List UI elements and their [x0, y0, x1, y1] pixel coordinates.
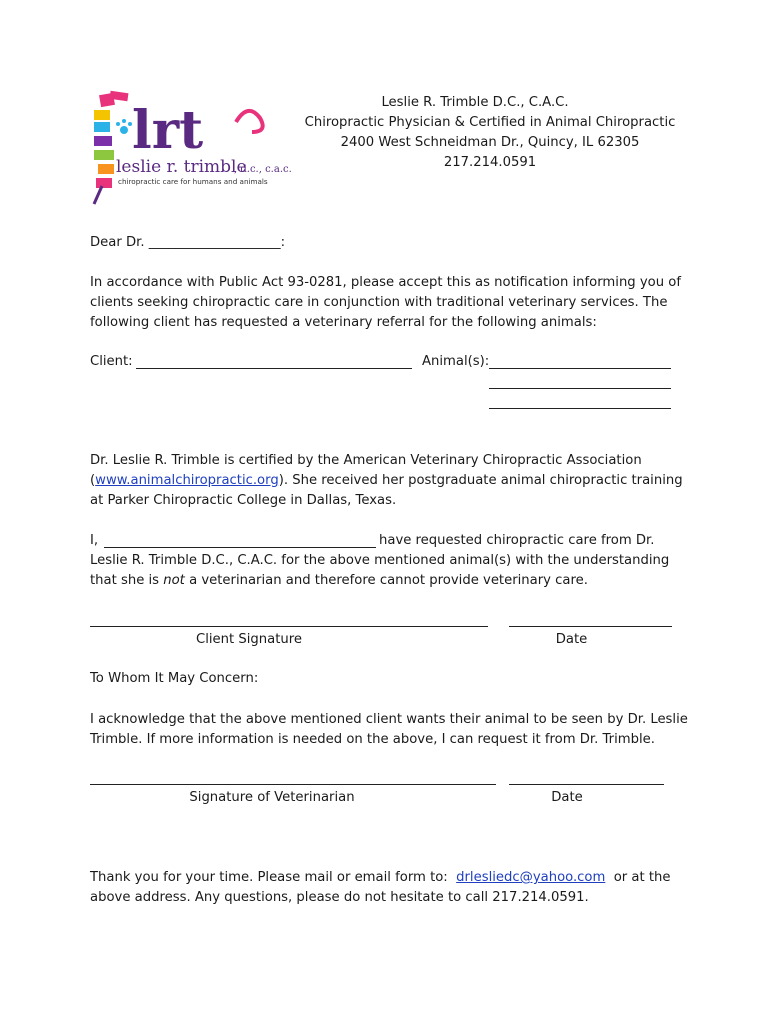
- closing-line-1: Thank you for your time. Please mail or email form to: drlesliedc@yahoo.com or at the: [90, 870, 671, 885]
- avca-link[interactable]: www.animalchiropractic.org: [95, 473, 279, 488]
- client-date-label: Date: [555, 632, 588, 647]
- letterhead-address: 2400 West Schneidman Dr., Quincy, IL 62305: [340, 135, 640, 150]
- vet-date-label: Date: [551, 790, 583, 805]
- logo-name: leslie r. trimble: [116, 157, 247, 177]
- client-signature-label: Client Signature: [196, 632, 302, 647]
- consent-line-3: that she is not a veterinarian and therefore cannot provide veterinary care.: [90, 573, 588, 588]
- email-link[interactable]: drlesliedc@yahoo.com: [456, 870, 606, 885]
- cert-line-1: Dr. Leslie R. Trimble is certified by the American Veterinary Chiropractic Association: [90, 453, 642, 468]
- consent-i: I,: [90, 533, 99, 548]
- intro-line-3: following client has requested a veterinary referral for the following animals:: [90, 315, 597, 330]
- client-name-line[interactable]: [136, 368, 412, 369]
- ack-line-2: Trimble. If more information is needed on the above, I can request it from Dr. Trimble.: [90, 732, 655, 747]
- letterhead-title: Chiropractic Physician & Certified in Animal Chiropractic: [304, 115, 676, 130]
- consent-line-1-end: have requested chiropractic care from Dr.: [379, 533, 655, 548]
- intro-line-2: clients seeking chiropractic care in conjunction with traditional veterinary services. The: [90, 295, 668, 310]
- animal-line-1[interactable]: [489, 368, 671, 369]
- intro-line-1: In accordance with Public Act 93-0281, please accept this as notification informing you of: [90, 275, 681, 290]
- animal-line-3[interactable]: [489, 408, 671, 409]
- to-whom-heading: To Whom It May Concern:: [90, 671, 259, 686]
- client-label: Client:: [90, 354, 133, 369]
- letterhead-phone: 217.214.0591: [443, 155, 537, 170]
- closing-line-2: above address. Any questions, please do not hesitate to call 217.214.0591.: [90, 890, 589, 905]
- ack-line-1: I acknowledge that the above mentioned client wants their animal to be seen by Dr. Leslie: [90, 712, 688, 727]
- animal-line-2[interactable]: [489, 388, 671, 389]
- animals-label: Animal(s):: [422, 354, 490, 369]
- cert-line-3: at Parker Chiropractic College in Dallas, Texas.: [90, 493, 397, 508]
- letterhead-name: Leslie R. Trimble D.C., C.A.C.: [381, 95, 569, 110]
- lrt-logo: [88, 90, 302, 208]
- client-signature-line[interactable]: [90, 626, 488, 627]
- salutation: Dear Dr. ____________________:: [90, 235, 286, 250]
- vet-date-line[interactable]: [509, 784, 664, 785]
- logo-tagline: chiropractic care for humans and animals: [118, 177, 268, 186]
- client-date-line[interactable]: [509, 626, 672, 627]
- consent-name-line[interactable]: [104, 547, 376, 548]
- cert-line-2: (www.animalchiropractic.org). She received her postgraduate animal chiropractic training: [90, 473, 683, 488]
- logo-credentials: , d.c., c.a.c.: [234, 164, 292, 175]
- consent-line-2: Leslie R. Trimble D.C., C.A.C. for the above mentioned animal(s) with the understanding: [90, 553, 670, 568]
- vet-signature-label: Signature of Veterinarian: [189, 790, 355, 805]
- logo-mark: lrt: [132, 100, 204, 161]
- vet-signature-line[interactable]: [90, 784, 496, 785]
- emphasis-not: not: [163, 573, 185, 588]
